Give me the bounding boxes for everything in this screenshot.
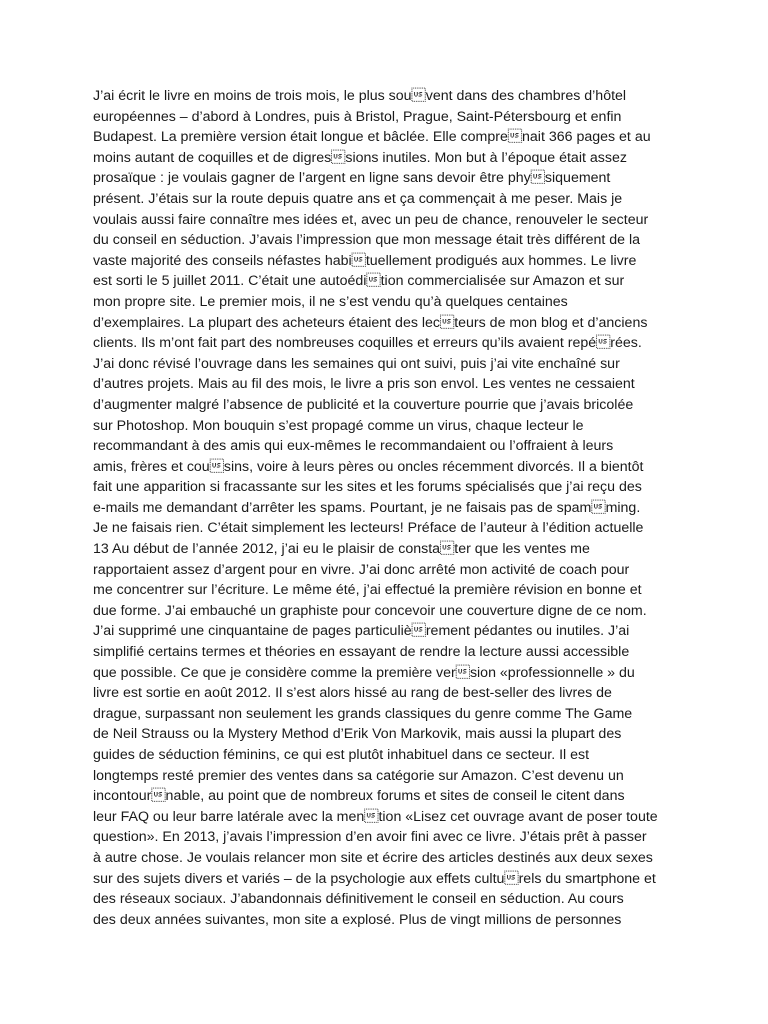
text-line: livre est sortie en août 2012. Il s’est alors hissé au rang de best-seller des livres de	[93, 685, 612, 702]
text-line: me concentrer sur l’écriture. Le même été, j’ai effectué la première révision en bonne et	[93, 582, 642, 599]
text-line: que possible. Ce que je considère comme la première ver sion «professionnelle » du	[93, 664, 635, 681]
text-line: leur FAQ ou leur barre latérale avec la men tion «Lisez cet ouvrage avant de poser toute	[93, 808, 658, 825]
text-line: Je ne faisais rien. C’était simplement les lecteurs! Préface de l’auteur à l’édition actuelle	[93, 520, 644, 537]
text-line: question». En 2013, j’avais l’impression d’en avoir fini avec ce livre. J’étais prêt à passer	[93, 829, 647, 846]
body-text	[93, 86, 693, 930]
text-line: fait une apparition si fracassante sur les sites et les forums spécialisés que j’ai reçu des	[93, 479, 642, 496]
text-line: d’exemplaires. La plupart des acheteurs étaient des lec teurs de mon blog et d’anciens	[93, 314, 648, 331]
text-line: drague, surpassant non seulement les grands classiques du genre comme The Game	[93, 705, 633, 722]
text-line: incontour nable, au point que de nombreux forums et sites de conseil le citent dans	[93, 788, 625, 805]
text-line: prosaïque : je voulais gagner de l’argent en ligne sans devoir être phy siquement	[93, 170, 611, 187]
text-line: des deux années suivantes, mon site a explosé. Plus de vingt millions de personnes	[93, 911, 622, 928]
text-line: J’ai supprimé une cinquantaine de pages particuliè rement pédantes ou inutiles. J’ai	[93, 623, 630, 640]
text-line: à autre chose. Je voulais relancer mon site et écrire des articles destinés aux deux sexes	[93, 849, 653, 866]
text-line: simplifié certains termes et théories en essayant de rendre la lecture aussi accessible	[93, 644, 630, 661]
text-line: vaste majorité des conseils néfastes habi tuellement prodigués aux hommes. Le livre	[93, 252, 637, 269]
text-line: e-mails me demandant d’arrêter les spams. Pourtant, je ne faisais pas de spam ming.	[93, 499, 641, 516]
text-line: amis, frères et cou sins, voire à leurs pères ou oncles récemment divorcés. Il a bientôt	[93, 458, 644, 475]
text-line: sur des sujets divers et variés – de la psychologie aux effets cultu rels du smartphone et	[93, 870, 656, 887]
text-line: européennes – d’abord à Londres, puis à Bristol, Prague, Saint-Pétersbourg et enfin	[93, 108, 622, 125]
text-line: sur Photoshop. Mon bouquin s’est propagé comme un virus, chaque lecteur le	[93, 417, 584, 434]
text-line: 13 Au début de l’année 2012, j’ai eu le plaisir de consta ter que les ventes me	[93, 541, 590, 558]
text-line: J’ai donc révisé l’ouvrage dans les semaines qui ont suivi, puis j’ai vite enchaîné sur	[93, 355, 620, 372]
text-line: clients. Ils m’ont fait part des nombreuses coquilles et erreurs qu’ils avaient repé rées.	[93, 335, 642, 352]
text-line: de Neil Strauss ou la Mystery Method d’Erik Von Markovik, mais aussi la plupart des	[93, 726, 622, 743]
text-line: recommandant à des amis qui eux-mêmes le recommandaient ou l’offraient à leurs	[93, 438, 614, 455]
text-line: du conseil en séduction. J’avais l’impression que mon message était très différent de la	[93, 232, 641, 249]
text-line: due forme. J’ai embauché un graphiste pour concevoir une couverture digne de ce nom.	[93, 602, 647, 619]
text-line: d’autres projets. Mais au fil des mois, le livre a pris son envol. Les ventes ne cessaient	[93, 376, 635, 393]
text-line: J’ai écrit le livre en moins de trois mois, le plus sou vent dans des chambres d’hôtel	[93, 88, 627, 104]
text-line: voulais aussi faire connaître mes idées et, avec un peu de chance, renouveler le secteur	[93, 211, 649, 228]
text-line: d’augmenter malgré l’absence de publicité et la couverture pourrie que j’avais bricolée	[93, 396, 634, 413]
text-line: mon propre site. Le premier mois, il ne s’est vendu qu’à quelques centaines	[93, 293, 568, 310]
text-line: présent. J’étais sur la route depuis quatre ans et ça commençait à me peser. Mais je	[93, 190, 623, 207]
text-line: moins autant de coquilles et de digres sions inutiles. Mon but à l’époque était assez	[93, 149, 627, 166]
text-line: des réseaux sociaux. J’abandonnais définitivement le conseil en séduction. Au cours	[93, 891, 624, 908]
text-line: rapportaient assez d’argent pour en vivre. J’ai donc arrêté mon activité de coach pour	[93, 561, 630, 578]
text-line: Budapest. La première version était longue et bâclée. Elle compre nait 366 pages et au	[93, 129, 651, 146]
text-line: longtemps resté premier des ventes dans sa catégorie sur Amazon. C’est devenu un	[93, 767, 624, 784]
text-line: guides de séduction féminins, ce qui est plutôt inhabituel dans ce secteur. Il est	[93, 747, 590, 763]
text-line: est sorti le 5 juillet 2011. C’était une autoédi tion commercialisée sur Amazon et sur	[93, 273, 625, 290]
